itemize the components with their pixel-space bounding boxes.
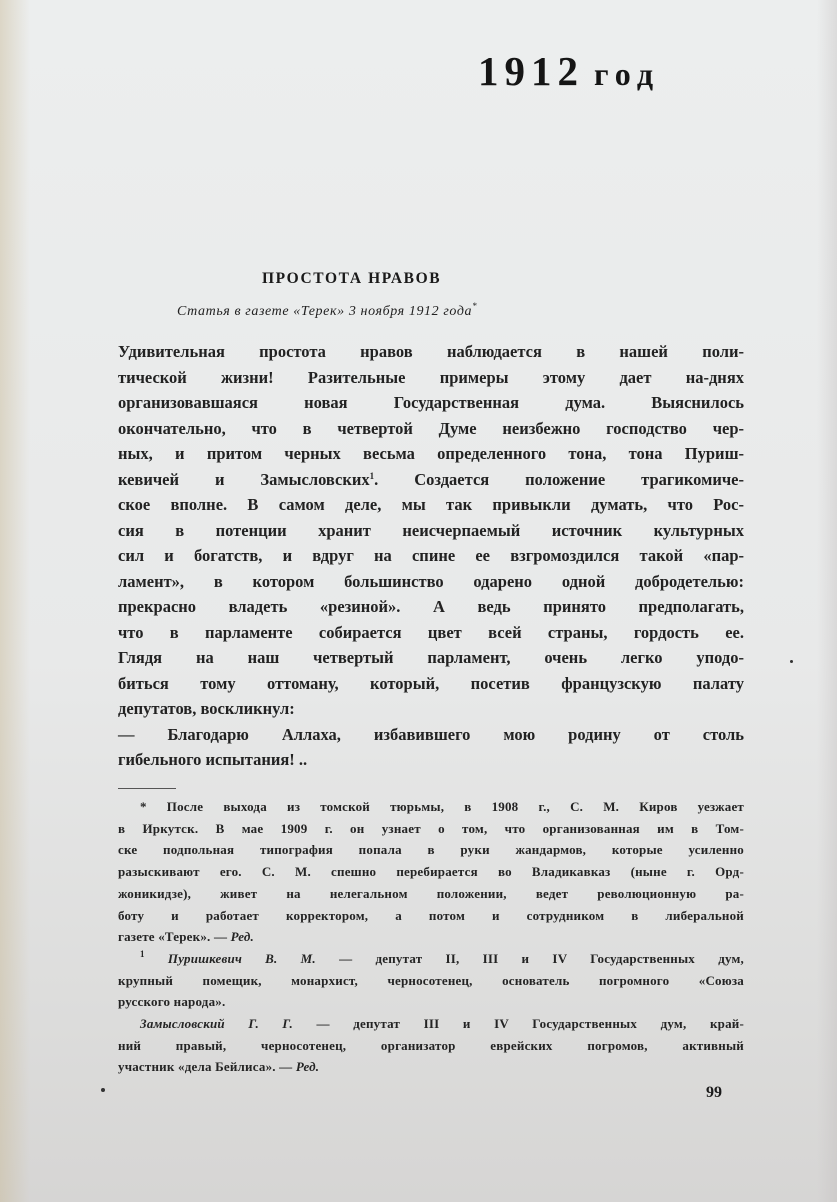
footnotes	[118, 796, 744, 1078]
footnote-text: газете «Терек». —	[118, 929, 231, 945]
body-line-part: кевичей и Замысловских	[118, 469, 370, 489]
footnote-2-line	[118, 1013, 744, 1035]
footnote-text: — депутат III и IV Государственных дум, край-	[292, 1016, 744, 1032]
year-heading	[478, 47, 660, 95]
body-line: организовавшаяся новая Государственная дума. Выяснилось	[118, 393, 744, 412]
footnote-star-line: ске подпольная типография попала в руки жандармов, которые усиленно	[118, 842, 744, 858]
body-line: депутатов, воскликнул:	[118, 699, 295, 718]
footnote-2-line: ний правый, черносотенец, организатор еврейских погромов, активный	[118, 1037, 744, 1053]
body-line: ламент», в котором большинство одарено одной добродетелью:	[118, 571, 744, 591]
body-line: Удивительная простота нравов наблюдается в нашей поли-	[118, 342, 744, 361]
print-speck	[790, 660, 793, 663]
body-line: Глядя на наш четвертый парламент, очень легко уподо-	[118, 648, 744, 667]
footnote-star-line: разыскивают его. С. М. спешно перебирается во Владикавказ (ныне г. Орд-	[118, 864, 744, 880]
footnote-star-line	[118, 796, 744, 818]
editor-note: Ред.	[295, 1059, 320, 1075]
footnote-text: участник «дела Бейлиса». —	[118, 1059, 296, 1075]
footnote-text: — депутат II, III и IV Государственных дум,	[315, 950, 744, 966]
article-title: ПРОСТОТА НРАВОВ	[262, 270, 442, 287]
footnote-star-line: в Иркутск. В мае 1909 г. он узнает о том, что организованная им в Том-	[118, 820, 744, 836]
editor-note: Ред.	[230, 929, 255, 945]
body-line: ных, и притом черных весьма определенного тона, тона Пуриш-	[118, 444, 744, 463]
body-line	[118, 467, 744, 493]
footnote-1-line: русского народа».	[118, 994, 226, 1010]
footnote-ref-1: 1	[369, 470, 375, 481]
body-line: окончательно, что в четвертой Думе неизбежно господство чер-	[118, 418, 744, 438]
print-speck	[101, 1088, 105, 1092]
page-number: 99	[706, 1084, 722, 1101]
body-line: сия в потенции хранит неисчерпаемый источник культурных	[118, 520, 744, 540]
article-body	[118, 339, 744, 773]
footnote-star-mark: *	[140, 799, 147, 814]
page-edge-shadow-left	[0, 0, 30, 1202]
footnote-1-mark: 1	[140, 948, 145, 959]
body-line: биться тому оттоману, который, посетив французскую палату	[118, 673, 744, 693]
footnote-1-name: Пуришкевич В. М.	[167, 950, 316, 966]
footnote-star-line	[118, 926, 744, 948]
footnote-2-line	[118, 1056, 744, 1078]
body-line: что в парламенте собирается цвет всей страны, гордость ее.	[118, 622, 744, 642]
body-line: ское вполне. В самом деле, мы так привыкли думать, что Рос-	[118, 495, 744, 514]
body-line: гибельного испытания! ..	[118, 750, 308, 769]
body-line-part: . Создается положение трагикомиче-	[374, 469, 744, 489]
article-subtitle-text: Статья в газете «Терек» 3 ноября 1912 года	[177, 304, 473, 319]
footnote-star-line: боту и работает корректором, а потом и сотрудником в либеральной	[118, 907, 744, 923]
footnote-1-line: крупный помещик, монархист, черносотенец, основатель погромного «Союза	[118, 972, 744, 988]
year-word: год	[594, 56, 660, 92]
year-number: 1912	[478, 48, 584, 94]
footnote-text: После выхода из томской тюрьмы, в 1908 г., С. М. Киров уезжает	[166, 799, 744, 814]
footnote-2-name: Замысловский Г. Г.	[140, 1016, 293, 1032]
body-line: сил и богатств, и вдруг на спине ее взгромоздился такой «пар-	[118, 546, 744, 565]
body-line: — Благодарю Аллаха, избавившего мою родину от столь	[118, 724, 744, 744]
footnote-star-line: жоникидзе), живет на нелегальном положении, ведет революционную ра-	[118, 885, 744, 901]
body-line: тической жизни! Разительные примеры этому дает на-днях	[118, 367, 744, 387]
footnote-1-line	[118, 948, 744, 970]
footnote-divider	[118, 788, 176, 789]
body-line: прекрасно владеть «резиной». А ведь принято предполагать,	[118, 597, 744, 616]
page-edge-shadow-right	[817, 0, 837, 1202]
subtitle-footnote-mark: *	[472, 301, 478, 311]
article-subtitle	[177, 301, 478, 320]
